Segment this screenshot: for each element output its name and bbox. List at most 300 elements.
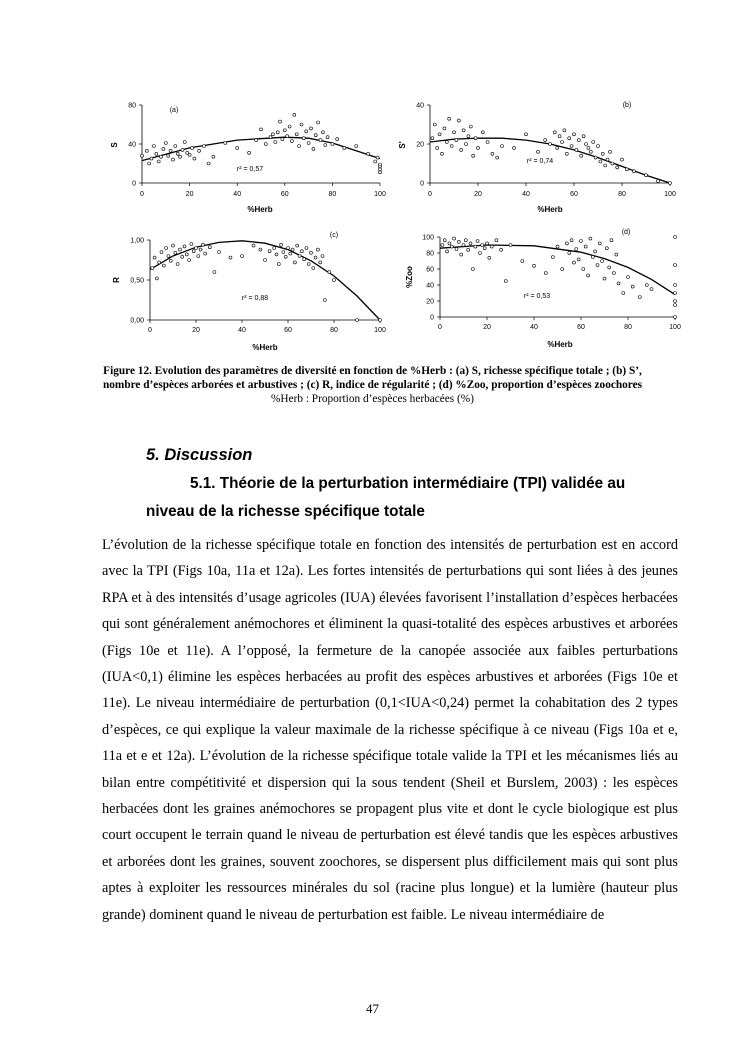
data-point — [596, 264, 599, 267]
data-point — [310, 251, 313, 254]
data-point — [312, 147, 315, 150]
data-point — [333, 279, 336, 282]
data-point — [255, 139, 258, 142]
data-point — [674, 236, 677, 239]
data-point — [615, 253, 618, 256]
data-point — [568, 252, 571, 255]
data-point — [443, 127, 446, 130]
subsection-title-line-2: niveau de la richesse spécifique totale — [146, 503, 425, 520]
data-point — [598, 242, 601, 245]
x-axis-label: %Herb — [537, 205, 563, 214]
data-point — [625, 168, 628, 171]
figure-caption-note: %Herb : Proportion d’espèces herbacées (%) — [271, 393, 474, 405]
x-tick-label: 60 — [570, 191, 578, 198]
data-point — [464, 239, 467, 242]
data-point — [148, 162, 151, 165]
x-tick-label: 40 — [530, 324, 538, 331]
data-point — [336, 138, 339, 141]
figure-caption — [100, 364, 645, 406]
data-point — [491, 152, 494, 155]
data-point — [197, 255, 200, 258]
data-point — [469, 125, 472, 128]
data-point — [293, 113, 296, 116]
chart-d — [390, 225, 690, 355]
x-tick-label: 80 — [624, 324, 632, 331]
data-point — [582, 268, 585, 271]
data-point — [631, 285, 634, 288]
x-tick-label: 60 — [577, 324, 585, 331]
panel-label: (b) — [622, 102, 632, 109]
data-point — [303, 258, 306, 261]
data-point — [295, 133, 298, 136]
data-point — [158, 261, 161, 264]
x-tick-label: 60 — [284, 327, 292, 334]
x-tick-label: 40 — [233, 191, 242, 198]
data-point — [169, 259, 172, 262]
data-point — [477, 146, 480, 149]
data-point — [580, 240, 583, 243]
data-point — [207, 162, 210, 165]
data-point — [298, 255, 301, 258]
data-point — [597, 145, 600, 148]
data-point — [589, 150, 592, 153]
data-point — [319, 261, 322, 264]
data-point — [496, 156, 499, 159]
data-point — [155, 277, 158, 280]
data-point — [490, 245, 493, 248]
y-tick-label: 0 — [420, 180, 424, 188]
data-point — [453, 237, 456, 240]
data-point — [479, 252, 482, 255]
data-point — [343, 146, 346, 149]
data-point — [486, 141, 489, 144]
data-point — [356, 319, 359, 322]
subsection-title-line-1: 5.1. Théorie de la perturbation intermédiaire (TPI) validée au — [190, 475, 626, 492]
data-point — [603, 277, 606, 280]
data-point — [274, 141, 277, 144]
data-point — [157, 160, 160, 163]
data-point — [474, 137, 477, 140]
data-point — [208, 246, 211, 249]
data-point — [167, 154, 170, 157]
y-tick-label: 20 — [416, 141, 424, 149]
trend-curve — [150, 241, 380, 320]
data-point — [192, 250, 195, 253]
data-point — [469, 242, 472, 245]
data-point — [202, 145, 205, 148]
data-point — [171, 158, 174, 161]
y-tick-label: 0 — [132, 180, 136, 188]
data-point — [181, 148, 184, 151]
data-point — [433, 123, 436, 126]
data-point — [283, 129, 286, 132]
data-point — [218, 251, 221, 254]
data-point — [153, 256, 156, 259]
data-point — [379, 319, 382, 322]
data-point — [167, 255, 170, 258]
data-point — [608, 266, 611, 269]
data-point — [592, 141, 595, 144]
data-point — [472, 154, 475, 157]
data-point — [585, 143, 588, 146]
body-paragraph: L’évolution de la richesse spécifique totale en fonction des intensités de perturbation est en accord avec la TPI (Figs 10a, 11a et 12a). Les fortes intensités de perturbations qui sont liées à des jeunes RPA et à des intensités d’usage agricoles (IUA) élevées favorisent l’installation d’espèces herbacées qui sont généralement anémochores et éliminent la quasi-totalité des espèces arbustives et arborées (Figs 10e et 11e). A l’opposé, la fermeture de la canopée associée aux faibles perturbations (IUA<0,1) élimine les espèces herbacées au profit des espèces arbustives et arborées (Figs 10e et 11e). Le niveau intermédiaire de perturbation (0,1<IUA<0,24) permet la cohabitation des 2 types d’espèces, ce qui explique la valeur maximale de la richesse spécifique à ce niveau (Figs 10a et e, 11a et e et 12a). L’évolution de la richesse spécifique totale valide la TPI et les mécanismes liés au bilan entre compétitivité et dispersion qui la sous tendent (Sheil et Burslem, 2003) : les espèces herbacées dont les graines anémochores se propagent plus vite et dont le cycle biologique est plus court occupent le terrain quand le niveau de perturbation est élevé tandis que les espèces arbustives et arborées dont les graines, souvent zoochores, se dispersent plus difficilement mais qui sont plus aptes à exploiter les ressources minérales du sol (racine plus longue) et la lumière (hauteur plus grande) dominent quand le niveau de perturbation est faible. Le niveau intermédiaire de — [102, 537, 678, 923]
data-point — [176, 152, 179, 155]
data-point — [379, 163, 382, 166]
x-tick-label: 20 — [483, 324, 491, 331]
data-point — [179, 155, 182, 158]
data-point — [575, 248, 578, 251]
data-point — [645, 284, 648, 287]
data-point — [302, 137, 305, 140]
data-point — [268, 250, 271, 253]
data-point — [462, 244, 465, 247]
data-point — [450, 145, 453, 148]
data-point — [305, 247, 308, 250]
data-point — [591, 256, 594, 259]
data-point — [605, 247, 608, 250]
data-point — [587, 146, 590, 149]
data-point — [584, 245, 587, 248]
data-point — [481, 244, 484, 247]
data-point — [252, 244, 255, 247]
data-point — [229, 256, 232, 259]
x-tick-label: 80 — [328, 191, 337, 198]
data-point — [321, 131, 324, 134]
x-tick-label: 20 — [192, 327, 200, 334]
data-point — [633, 170, 636, 173]
y-tick-label: 0 — [430, 314, 434, 322]
data-point — [577, 258, 580, 261]
data-point — [312, 267, 315, 270]
data-point — [323, 299, 326, 302]
data-point — [307, 142, 310, 145]
data-point — [201, 243, 204, 246]
data-point — [307, 263, 310, 266]
data-point — [195, 247, 198, 250]
y-tick-label: 40 — [426, 282, 434, 290]
data-point — [575, 148, 578, 151]
data-point — [289, 252, 292, 255]
data-point — [188, 153, 191, 156]
x-tick-label: 20 — [185, 191, 194, 198]
data-point — [467, 135, 470, 138]
data-point — [617, 282, 620, 285]
data-point — [558, 135, 561, 138]
data-point — [317, 121, 320, 124]
x-tick-label: 40 — [238, 327, 246, 334]
x-tick-label: 40 — [522, 191, 530, 198]
data-point — [553, 131, 556, 134]
data-point — [199, 248, 202, 251]
x-tick-label: 0 — [428, 191, 432, 198]
trend-curve — [440, 245, 675, 295]
y-tick-label: 0,50 — [130, 277, 144, 285]
x-tick-label: 100 — [669, 324, 681, 331]
data-point — [549, 143, 552, 146]
data-point — [355, 145, 358, 148]
data-point — [164, 142, 167, 145]
data-point — [483, 247, 486, 250]
data-point — [185, 253, 188, 256]
data-point — [445, 141, 448, 144]
data-point — [276, 131, 279, 134]
data-point — [296, 244, 299, 247]
data-point — [328, 271, 331, 274]
chart-b — [390, 95, 690, 220]
data-point — [316, 248, 319, 251]
data-point — [572, 261, 575, 264]
x-tick-label: 0 — [148, 327, 152, 334]
data-point — [443, 239, 446, 242]
data-point — [525, 133, 528, 136]
x-tick-label: 0 — [438, 324, 442, 331]
data-point — [460, 148, 463, 151]
data-point — [324, 144, 327, 147]
data-point — [645, 174, 648, 177]
data-point — [269, 136, 272, 139]
data-point — [582, 135, 585, 138]
data-point — [290, 140, 293, 143]
data-point — [374, 160, 377, 163]
data-point — [155, 152, 158, 155]
data-point — [150, 157, 153, 160]
data-point — [580, 154, 583, 157]
data-point — [441, 152, 444, 155]
x-axis-label: %Herb — [247, 205, 273, 214]
data-point — [284, 255, 287, 258]
data-point — [533, 264, 536, 267]
x-axis-label: %Herb — [547, 340, 573, 349]
data-point — [462, 129, 465, 132]
data-point — [241, 255, 244, 258]
data-point — [279, 120, 282, 123]
data-point — [448, 242, 451, 245]
data-point — [174, 145, 177, 148]
data-point — [594, 250, 597, 253]
data-point — [570, 239, 573, 242]
data-point — [160, 155, 163, 158]
data-point — [178, 248, 181, 251]
y-tick-label: 40 — [416, 102, 424, 110]
data-point — [476, 240, 479, 243]
data-point — [438, 133, 441, 136]
data-point — [537, 150, 540, 153]
data-point — [513, 146, 516, 149]
data-point — [224, 142, 227, 145]
data-point — [446, 250, 449, 253]
data-point — [587, 274, 590, 277]
data-point — [594, 156, 597, 159]
y-tick-label: 0,00 — [130, 317, 144, 325]
data-point — [319, 139, 322, 142]
data-point — [291, 248, 294, 251]
data-point — [441, 244, 444, 247]
data-point — [638, 296, 641, 299]
data-point — [288, 125, 291, 128]
data-point — [165, 247, 168, 250]
data-point — [568, 137, 571, 140]
data-point — [481, 131, 484, 134]
data-point — [193, 157, 196, 160]
data-point — [599, 160, 602, 163]
data-point — [561, 268, 564, 271]
data-point — [563, 129, 566, 132]
data-point — [379, 168, 382, 171]
data-point — [280, 243, 283, 246]
data-point — [501, 145, 504, 148]
data-point — [248, 151, 251, 154]
data-point — [544, 272, 547, 275]
section-title: 5. Discussion — [146, 446, 253, 464]
data-point — [450, 245, 453, 248]
data-point — [488, 256, 491, 259]
data-point — [198, 149, 201, 152]
data-point — [281, 138, 284, 141]
data-point — [604, 164, 607, 167]
data-point — [674, 264, 677, 267]
data-point — [331, 143, 334, 146]
data-point — [300, 250, 303, 253]
data-point — [627, 276, 630, 279]
y-axis-label: %Zoo — [405, 266, 414, 288]
data-point — [314, 134, 317, 137]
data-point — [275, 253, 278, 256]
data-point — [271, 133, 274, 136]
r-squared-label: r² = 0,74 — [526, 158, 554, 165]
r-squared-label: r² = 0,57 — [236, 166, 264, 173]
data-point — [293, 261, 296, 264]
data-point — [314, 256, 317, 259]
data-point — [465, 143, 468, 146]
x-tick-label: 100 — [374, 327, 386, 334]
chart-a — [100, 95, 400, 220]
y-tick-label: 100 — [422, 234, 434, 242]
x-tick-label: 80 — [618, 191, 626, 198]
data-point — [611, 162, 614, 165]
data-point — [190, 243, 193, 246]
data-point — [236, 146, 239, 149]
data-point — [565, 152, 568, 155]
data-point — [674, 304, 677, 307]
data-point — [544, 139, 547, 142]
y-tick-label: 80 — [128, 102, 136, 110]
data-point — [622, 292, 625, 295]
data-point — [141, 154, 144, 157]
data-point — [589, 237, 592, 240]
data-point — [601, 152, 604, 155]
data-point — [474, 245, 477, 248]
data-point — [277, 263, 280, 266]
data-point — [486, 242, 489, 245]
x-tick-label: 20 — [474, 191, 482, 198]
data-point — [379, 171, 382, 174]
data-point — [448, 117, 451, 120]
data-point — [674, 300, 677, 303]
x-axis-label: %Herb — [252, 343, 278, 352]
y-axis-label: R — [112, 277, 121, 283]
data-point — [616, 166, 619, 169]
data-point — [151, 267, 154, 270]
data-point — [204, 252, 207, 255]
data-point — [500, 248, 503, 251]
data-point — [457, 240, 460, 243]
data-point — [431, 137, 434, 140]
data-point — [162, 147, 165, 150]
data-point — [453, 131, 456, 134]
data-point — [561, 141, 564, 144]
panel-label: (a) — [169, 107, 179, 114]
x-tick-label: 100 — [664, 191, 676, 198]
data-point — [570, 145, 573, 148]
data-point — [183, 245, 186, 248]
y-axis-label: S' — [398, 141, 407, 149]
data-point — [152, 145, 155, 148]
data-point — [160, 251, 163, 254]
r-squared-label: r² = 0,88 — [241, 295, 269, 302]
data-point — [669, 182, 672, 185]
data-point — [457, 119, 460, 122]
data-point — [259, 248, 262, 251]
data-point — [573, 133, 576, 136]
data-point — [657, 180, 660, 183]
data-point — [650, 288, 653, 291]
data-point — [565, 242, 568, 245]
data-point — [287, 247, 290, 250]
data-point — [455, 139, 458, 142]
data-point — [310, 127, 313, 130]
data-point — [467, 248, 470, 251]
y-tick-label: 80 — [426, 250, 434, 258]
data-point — [577, 139, 580, 142]
data-point — [674, 284, 677, 287]
data-point — [551, 256, 554, 259]
y-tick-label: 20 — [426, 298, 434, 306]
data-point — [176, 263, 179, 266]
data-point — [367, 152, 370, 155]
data-point — [556, 146, 559, 149]
data-point — [609, 150, 612, 153]
data-point — [162, 264, 165, 267]
chart-c — [100, 225, 400, 355]
panel-label: (d) — [621, 229, 631, 236]
data-point — [213, 271, 216, 274]
data-point — [172, 244, 175, 247]
data-point — [300, 123, 303, 126]
data-point — [376, 156, 379, 159]
data-point — [674, 292, 677, 295]
data-point — [191, 146, 194, 149]
y-tick-label: 60 — [426, 266, 434, 274]
data-point — [181, 255, 184, 258]
r-squared-label: r² = 0,53 — [523, 293, 551, 300]
data-point — [212, 155, 215, 158]
data-point — [273, 247, 276, 250]
data-point — [183, 141, 186, 144]
data-point — [504, 280, 507, 283]
data-point — [556, 245, 559, 248]
data-point — [174, 251, 177, 254]
page-number: 47 — [366, 1001, 379, 1016]
data-point — [674, 316, 677, 319]
data-point — [621, 158, 624, 161]
data-point — [606, 158, 609, 161]
data-point — [521, 260, 524, 263]
data-point — [298, 145, 301, 148]
data-point — [188, 259, 191, 262]
x-tick-label: 60 — [280, 191, 289, 198]
x-tick-label: 80 — [330, 327, 338, 334]
data-point — [321, 255, 324, 258]
